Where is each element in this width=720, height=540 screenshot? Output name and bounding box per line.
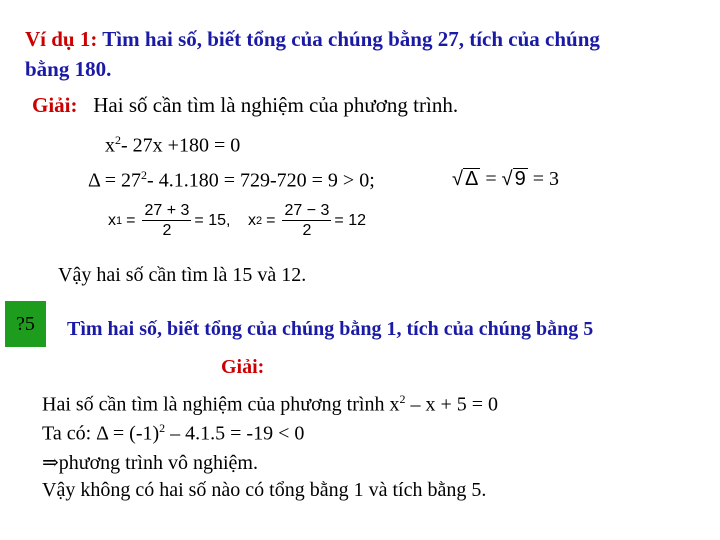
example-title bbox=[25, 24, 600, 84]
equation-variable: x bbox=[105, 134, 115, 157]
conclusion-text: Vậy hai số cần tìm là 15 và 12. bbox=[58, 264, 307, 286]
solution-label: Giải: bbox=[32, 93, 78, 117]
discriminant-line bbox=[88, 168, 375, 193]
sqrt-symbol: √ bbox=[452, 168, 463, 190]
example-label: Ví dụ 1: bbox=[25, 27, 98, 51]
question-text: Tìm hai số, biết tổng của chúng bằng 1, tích của chúng bằng 5 bbox=[67, 318, 594, 340]
sqrt-radicand-nine: 9 bbox=[514, 168, 526, 190]
root-x1-eq: = bbox=[126, 211, 136, 229]
root-x2-name: x bbox=[248, 211, 256, 229]
root-x2-eq: = bbox=[266, 211, 276, 229]
solution-header bbox=[32, 93, 458, 118]
root-x1-index: 1 bbox=[116, 214, 123, 227]
example-text-line1: Tìm hai số, biết tổng của chúng bằng 27, tích của chúng bbox=[97, 27, 600, 51]
root-x1-result: = 15, bbox=[194, 211, 231, 229]
example-text-line2: bằng 180. bbox=[25, 57, 112, 81]
answer-line-3 bbox=[42, 450, 258, 475]
root-x2-fraction bbox=[282, 201, 331, 240]
answer-line-4: Vậy không có hai số nào có tổng bằng 1 và tích bằng 5. bbox=[42, 479, 487, 501]
answer-line-1-suffix: – x + 5 = 0 bbox=[405, 393, 499, 416]
delta-part2: - 4.1.180 = 729-720 = 9 > 0; bbox=[147, 169, 375, 192]
root-x1-numerator: 27 + 3 bbox=[144, 202, 190, 219]
root-x1 bbox=[108, 201, 230, 240]
delta-exponent: 2 bbox=[141, 168, 148, 182]
root-x1-name: x bbox=[108, 211, 116, 229]
root-x2-denominator: 2 bbox=[302, 222, 312, 239]
question-badge: ?5 bbox=[5, 301, 46, 347]
answer-line-1-text: Hai số cần tìm là nghiệm của phương trình x bbox=[42, 393, 400, 416]
root-x2-index: 2 bbox=[256, 214, 263, 227]
sqrt-result: = 3 bbox=[532, 168, 560, 190]
sqrt-equals: = bbox=[485, 168, 497, 190]
solution2-label: Giải: bbox=[221, 356, 265, 378]
answer-line-1-exp: 2 bbox=[399, 392, 406, 406]
solution-intro: Hai số cần tìm là nghiệm của phương trình. bbox=[93, 93, 459, 117]
root-x2 bbox=[248, 201, 366, 240]
answer-line-2-exp: 2 bbox=[159, 421, 166, 435]
sqrt-radicand-delta: Δ bbox=[464, 168, 479, 190]
root-x1-fraction bbox=[142, 201, 191, 240]
implies-arrow-icon: ⇒ bbox=[42, 452, 59, 474]
answer-line-2 bbox=[42, 421, 304, 446]
root-x2-numerator: 27 − 3 bbox=[284, 202, 330, 219]
quadratic-equation bbox=[105, 133, 240, 158]
answer-line-2-text: Ta có: Δ = (-1) bbox=[42, 422, 160, 445]
delta-part1: Δ = 27 bbox=[88, 169, 142, 192]
root-x1-denominator: 2 bbox=[162, 222, 172, 239]
answer-line-3-text: phương trình vô nghiệm. bbox=[58, 452, 258, 474]
root-x2-result: = 12 bbox=[334, 211, 366, 229]
sqrt-expression bbox=[452, 168, 559, 191]
equation-exponent: 2 bbox=[115, 133, 121, 147]
answer-line-2-suffix: – 4.1.5 = -19 < 0 bbox=[165, 422, 305, 445]
sqrt-symbol-2: √ bbox=[501, 168, 513, 190]
equation-rest: - 27x +180 = 0 bbox=[121, 134, 241, 157]
answer-line-1 bbox=[42, 392, 498, 417]
